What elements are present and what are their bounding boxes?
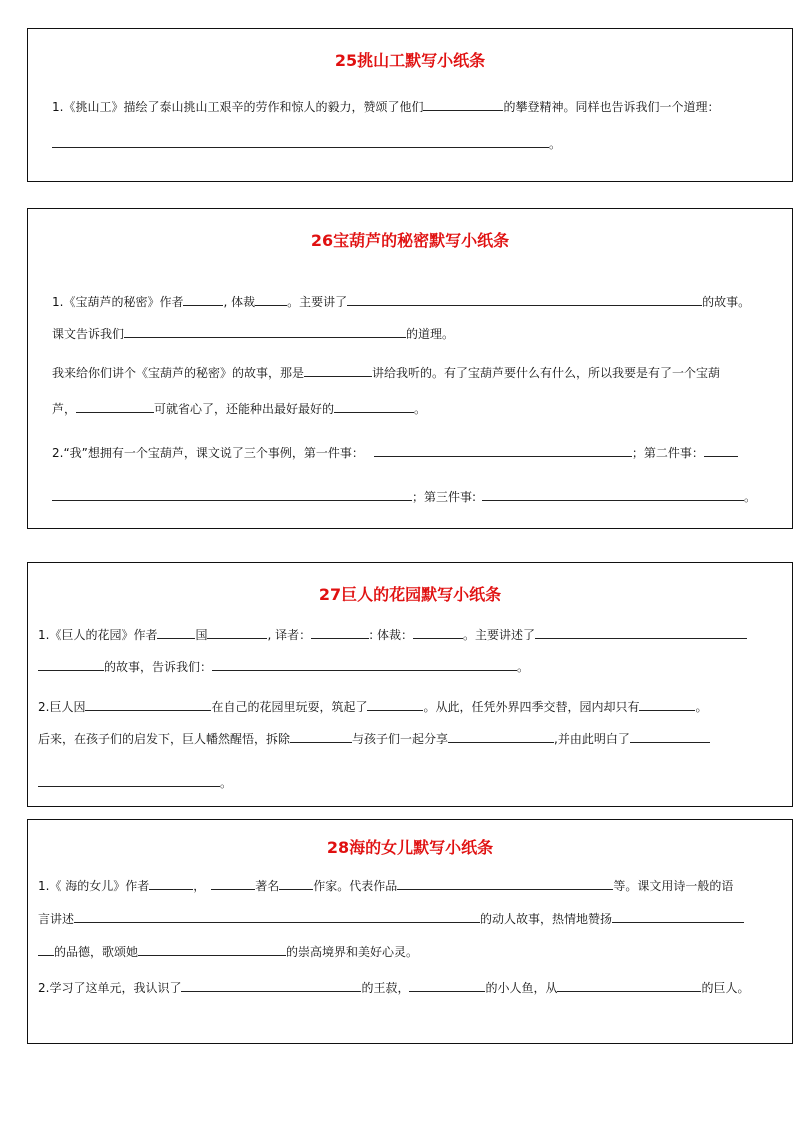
question-line: 的品德，歌颂她 的崇高境界和美好心灵。: [38, 942, 418, 960]
answer-blank[interactable]: [347, 292, 702, 306]
answer-blank[interactable]: [279, 876, 313, 890]
question-line: 的故事，告诉我们： 。: [38, 657, 529, 675]
answer-blank[interactable]: [207, 625, 267, 639]
question-line: 。: [38, 773, 232, 791]
answer-blank[interactable]: [612, 909, 744, 923]
answer-blank[interactable]: [85, 697, 211, 711]
answer-blank[interactable]: [413, 625, 463, 639]
question-line: 2.“我”想拥有一个宝葫芦，课文说了三个事例，第一件事： ；第二件事：: [52, 443, 738, 461]
card-title: 26宝葫芦的秘密默写小纸条: [310, 231, 510, 250]
question-line: 芦， 可就省心了，还能种出最好最好的 。: [52, 399, 426, 417]
answer-blank[interactable]: [630, 729, 710, 743]
answer-blank[interactable]: [334, 399, 414, 413]
worksheet-card-25: [27, 28, 793, 182]
card-title: 27巨人的花园默写小纸条: [318, 585, 502, 604]
question-line: 言讲述 的动人故事，热情地赞扬: [38, 909, 744, 927]
answer-blank[interactable]: [423, 97, 503, 111]
answer-blank[interactable]: [52, 487, 412, 501]
answer-blank[interactable]: [38, 773, 220, 787]
answer-blank[interactable]: [138, 942, 286, 956]
card-title: 25挑山工默写小纸条: [334, 51, 486, 70]
answer-blank[interactable]: [290, 729, 352, 743]
question-line: 1.《宝葫芦的秘密》作者 , 体裁 。主要讲了 的故事。: [52, 292, 750, 310]
answer-blank[interactable]: [38, 657, 104, 671]
answer-blank[interactable]: [367, 697, 423, 711]
answer-blank[interactable]: [639, 697, 695, 711]
answer-blank[interactable]: [374, 443, 632, 457]
question-line: 。: [52, 134, 561, 152]
answer-blank[interactable]: [211, 876, 255, 890]
answer-blank[interactable]: [397, 876, 613, 890]
question-line: 2.巨人因 在自己的花园里玩耍，筑起了 。从此，任凭外界四季交替，园内却只有 。: [38, 697, 708, 715]
worksheet-card-27: [27, 562, 793, 807]
question-line: 后来，在孩子们的启发下，巨人幡然醒悟，拆除 与孩子们一起分享 ,并由此明白了: [38, 729, 710, 747]
answer-blank[interactable]: [52, 134, 549, 148]
question-line: 课文告诉我们 的道理。: [52, 324, 454, 342]
question-line: ；第三件事: 。: [52, 487, 756, 505]
answer-blank[interactable]: [311, 625, 369, 639]
answer-blank[interactable]: [183, 292, 223, 306]
card-title: 28海的女儿默写小纸条: [326, 838, 494, 857]
answer-blank[interactable]: [557, 978, 701, 992]
answer-blank[interactable]: [212, 657, 517, 671]
answer-blank[interactable]: [409, 978, 485, 992]
answer-blank[interactable]: [76, 399, 154, 413]
answer-blank[interactable]: [704, 443, 738, 457]
answer-blank[interactable]: [157, 625, 195, 639]
worksheet-card-28: [27, 819, 793, 1044]
answer-blank[interactable]: [149, 876, 193, 890]
answer-blank[interactable]: [74, 909, 480, 923]
question-line: 2.学习了这单元，我认识了 的王菽， 的小人鱼，从 的巨人。: [38, 978, 750, 996]
answer-blank[interactable]: [448, 729, 554, 743]
question-line: 1.《 海的女儿》作者 ， 著名 作家。代表作品 等。课文用诗一般的语: [38, 876, 733, 894]
answer-blank[interactable]: [304, 363, 372, 377]
answer-blank[interactable]: [181, 978, 361, 992]
answer-blank[interactable]: [124, 324, 406, 338]
answer-blank[interactable]: [535, 625, 747, 639]
answer-blank[interactable]: [38, 942, 54, 956]
worksheet-card-26: [27, 208, 793, 529]
question-line: 我来给你们讲个《宝葫芦的秘密》的故事，那是 讲给我听的。有了宝葫芦要什么有什么，所以我要是有了一个宝葫: [52, 363, 720, 381]
question-line: 1.《巨人的花园》作者 国 , 译者： : 体裁： 。主要讲述了: [38, 625, 747, 643]
question-line: 1.《挑山工》描绘了泰山挑山工艰辛的劳作和惊人的毅力，赞颂了他们 的攀登精神。同样也告诉我们一个道理：: [52, 97, 719, 115]
answer-blank[interactable]: [482, 487, 744, 501]
answer-blank[interactable]: [255, 292, 287, 306]
